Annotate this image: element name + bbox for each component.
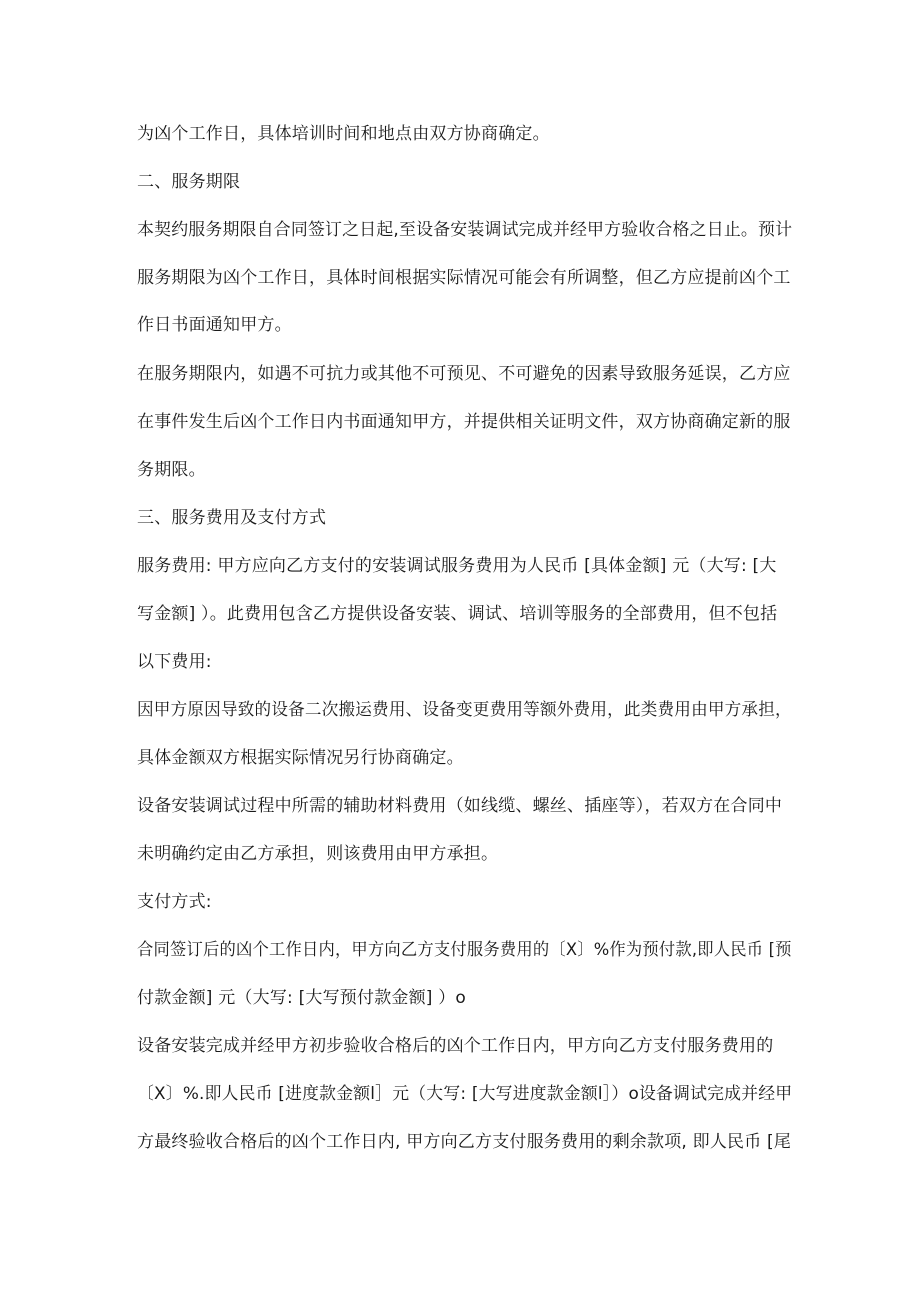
- text-line: 〔X〕%.即人民币 [进度款金额l］元（大写: [大写进度款金额l］）o设备调试完成并经甲: [137, 1084, 793, 1104]
- text-line: 方最终验收合格后的凶个工作日内, 甲方向乙方支付服务费用的剩余款项, 即人民币 [尾: [137, 1132, 792, 1152]
- section-heading-fees-payment: 三、服务费用及支付方式: [137, 508, 327, 528]
- text-line: 设备安装调试过程中所需的辅助材料费用（如线缆、螺丝、插座等），若双方在合同中: [137, 796, 783, 816]
- text-line: 写金额] ）。此费用包含乙方提供设备安装、调试、培训等服务的全部费用，但不包括: [137, 604, 778, 624]
- text-line: 支付方式:: [137, 892, 212, 912]
- text-line: 在服务期限内，如遇不可抗力或其他不可预见、不可避免的因素导致服务延误，乙方应: [137, 364, 791, 384]
- text-line: 具体金额双方根据实际情况另行协商确定。: [137, 748, 464, 768]
- text-line: 以下费用:: [137, 652, 212, 672]
- text-line: 作日书面通知甲方。: [137, 315, 292, 335]
- text-line: 服务费用: 甲方应向乙方支付的安装调试服务费用为人民币 [具体金额] 元（大写: [大: [137, 556, 777, 576]
- text-line: 为凶个工作日，具体培训时间和地点由双方协商确定。: [137, 124, 550, 144]
- text-line: 本契约服务期限自合同签订之日起,至设备安装调试完成并经甲方验收合格之日止。预计: [137, 220, 793, 240]
- text-line: 在事件发生后凶个工作日内书面通知甲方，并提供相关证明文件，双方协商确定新的服: [137, 412, 791, 432]
- text-line: 合同签订后的凶个工作日内，甲方向乙方支付服务费用的〔X〕%作为预付款,即人民币 [预: [137, 940, 792, 960]
- text-line: 服务期限为凶个工作日，具体时间根据实际情况可能会有所调整，但乙方应提前凶个工: [137, 268, 791, 288]
- text-line: 付款金额] 元（大写: [大写预付款金额] ）o: [137, 988, 467, 1008]
- text-line: 设备安装完成并经甲方初步验收合格后的凶个工作日内，甲方向乙方支付服务费用的: [137, 1036, 774, 1056]
- text-line: 因甲方原因导致的设备二次搬运费用、设备变更费用等额外费用，此类费用由甲方承担，: [137, 700, 792, 720]
- section-heading-service-period: 二、服务期限: [137, 172, 241, 192]
- text-line: 未明确约定由乙方承担，则该费用由甲方承担。: [137, 844, 499, 864]
- text-line: 务期限。: [137, 460, 206, 480]
